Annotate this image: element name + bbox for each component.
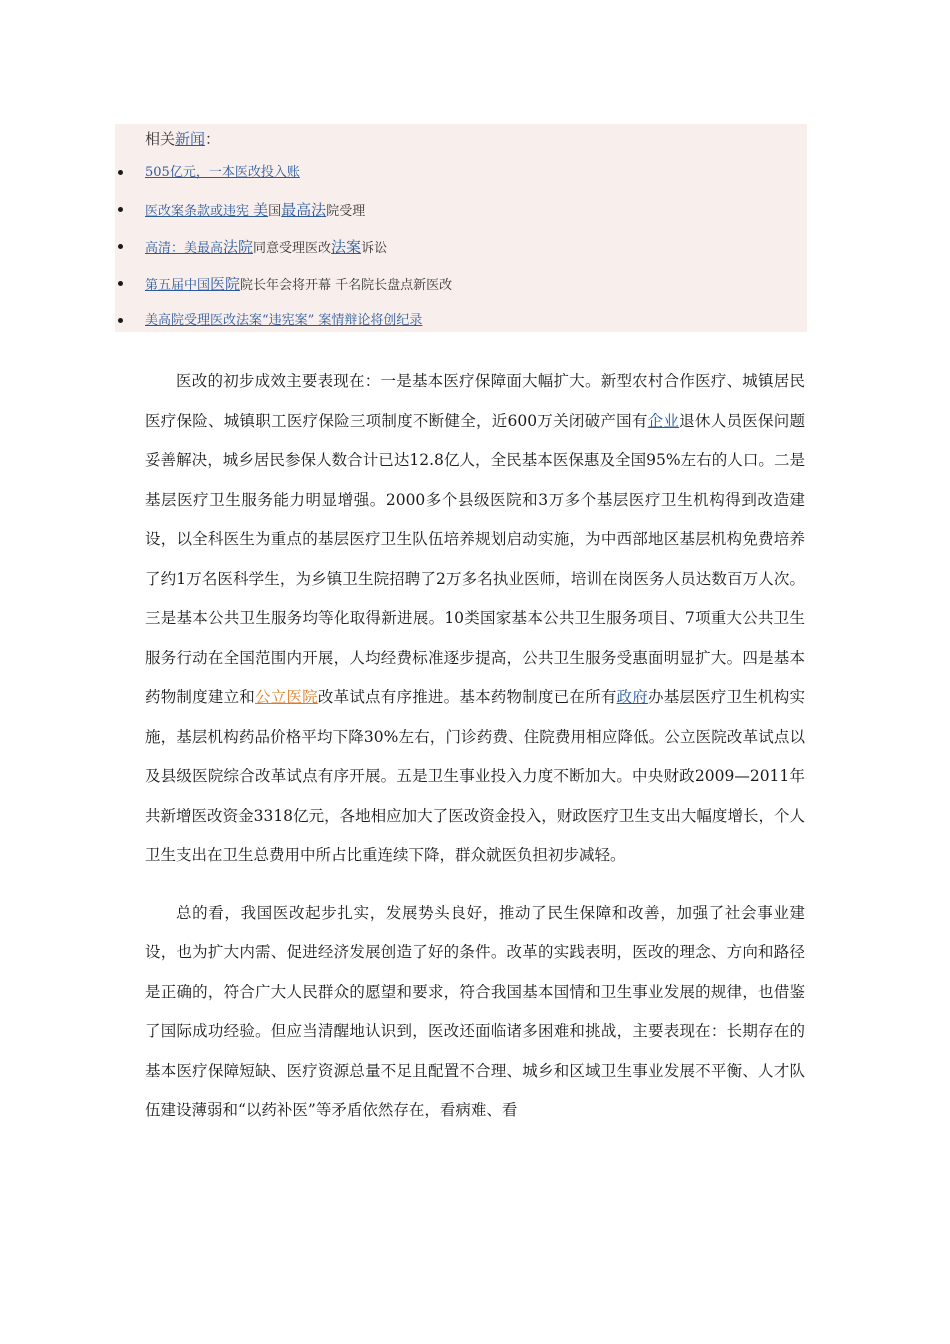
related-news-heading-prefix: 相关 (145, 130, 176, 148)
related-news-link-3a[interactable]: 高清：美最高 (145, 241, 224, 256)
related-news-heading (145, 128, 220, 150)
related-news-link-4a[interactable]: 第五届中国 (145, 278, 211, 293)
related-news-link-3b[interactable]: 法院 (223, 238, 254, 256)
related-news-text-2e: 院受理 (326, 204, 366, 219)
bullet-icon (118, 281, 123, 286)
related-news-text-3e: 诉讼 (361, 241, 388, 256)
related-news-item-4 (115, 273, 807, 310)
related-news-item-2 (115, 199, 807, 236)
paragraph-1-text-1: 医改的初步成效主要表现在：一是基本医疗保障面大幅扩大。新型农村合作医疗、城镇居民医疗保险、城镇职工医疗保险三项制度不断健全，近600万关闭破产国有 (145, 372, 805, 430)
related-news-link-2d[interactable]: 最高法 (281, 201, 327, 219)
bullet-icon (118, 170, 123, 175)
article-paragraph-2: 总的看，我国医改起步扎实，发展势头良好，推动了民生保障和改善，加强了社会事业建设，也为扩大内需、促进经济发展创造了好的条件。改革的实践表明，医改的理念、方向和路径是正确的，符合广大人民群众的愿望和要求，符合我国基本国情和卫生事业发展的规律，也借鉴了国际成功经验。但应当清醒地认识到，医改还面临诸多困难和挑战，主要表现在：长期存在的基本医疗保障短缺、医疗资源总量不足且配置不合理、城乡和区域卫生事业发展不平衡、人才队伍建设薄弱和“以药补医”等矛盾依然存在，看病难、看 (145, 903, 805, 1119)
related-news-link-4b[interactable]: 医院 (210, 275, 241, 293)
related-news-link-1[interactable]: 505亿元，一本医改投入账 (145, 165, 300, 180)
bullet-icon (118, 244, 123, 249)
related-news-heading-link[interactable]: 新闻 (175, 130, 206, 148)
bullet-icon (118, 318, 123, 323)
public-hospital-link[interactable]: 公立医院 (255, 688, 318, 706)
article-body (145, 362, 805, 1149)
related-news-text-3c: 同意受理医改 (253, 241, 332, 256)
related-news-link-3d[interactable]: 法案 (331, 238, 362, 256)
related-news-item-3 (115, 236, 807, 273)
paragraph-1-text-3: 改革试点有序推进。基本药物制度已在所有 (317, 688, 617, 706)
paragraph-1-text-2: 退休人员医保问题妥善解决，城乡居民参保人数合计已达12.8亿人，全民基本医保惠及全国95%左右的人口。二是基层医疗卫生服务能力明显增强。2000多个县级医院和3万多个基层医疗卫生机构得到改造建设，以全科医生为重点的基层医疗卫生队伍培养规划启动实施，为中西部地区基层机构免费培养了约1万名医科学生，为乡镇卫生院招聘了2万多名执业医师，培训在岗医务人员达数百万人次。三是基本公共卫生服务均等化取得新进展。10类国家基本公共卫生服务项目、7项重大公共卫生服务行动在全国范围内开展，人均经费标准逐步提高，公共卫生服务受惠面明显扩大。四是基本药物制度建立和 (145, 411, 805, 706)
related-news-item-1 (115, 162, 807, 199)
related-news-text-4c: 院长年会将开幕 千名院长盘点新医改 (240, 278, 453, 293)
enterprise-link[interactable]: 企业 (647, 411, 680, 430)
related-news-list (115, 162, 807, 347)
paragraph-1-text-4: 办基层医疗卫生机构实施，基层机构药品价格平均下降30%左右，门诊药费、住院费用相应降低。公立医院改革试点以及县级医院综合改革试点有序开展。五是卫生事业投入力度不断加大。中央财政2009—2011年共新增医改资金3318亿元，各地相应加大了医改资金投入，财政医疗卫生支出大幅度增长，个人卫生支出在卫生总费用中所占比重连续下降，群众就医负担初步减轻。 (145, 688, 805, 864)
bullet-icon (118, 207, 123, 212)
related-news-item-5 (115, 310, 807, 347)
related-news-link-5[interactable]: 美高院受理医改法案“违宪案” 案情辩论将创纪录 (145, 313, 423, 328)
related-news-heading-suffix: ： (205, 130, 221, 148)
related-news-link-2a[interactable]: 医改案条款或违宪 (145, 204, 254, 219)
government-link[interactable]: 政府 (616, 688, 648, 706)
article-paragraph-1 (145, 362, 805, 876)
related-news-link-2b[interactable]: 美 (253, 201, 269, 219)
related-news-text-2c: 国 (268, 204, 282, 219)
related-news-box (115, 124, 807, 332)
